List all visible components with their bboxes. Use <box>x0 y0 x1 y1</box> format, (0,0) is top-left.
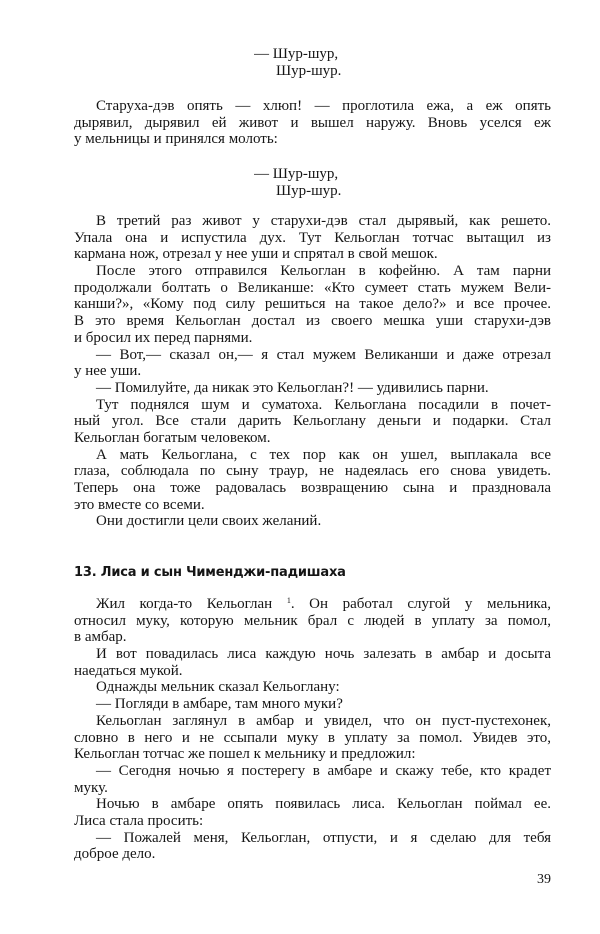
paragraph <box>74 447 551 514</box>
page-number: 39 <box>537 872 551 887</box>
verse-1 <box>74 46 600 79</box>
paragraph <box>74 713 551 763</box>
text-line: Теперь она тоже радовалась возвращению сына и праздновала <box>74 480 551 496</box>
text-line: Упала она и испустила дух. Тут Кельоглан тотчас вытащил из <box>74 229 551 246</box>
paragraph <box>74 347 551 380</box>
text-line: муку. <box>74 779 108 796</box>
text-line: — Помилуйте, да никак это Кельоглан?! — удивились парни. <box>96 379 489 396</box>
text-fragment: Жил когда-то Кельоглан <box>96 596 273 612</box>
text-line: А мать Кельоглана, с тех пор как он ушел, выплакала все <box>96 446 551 463</box>
story-start-body <box>74 613 551 863</box>
verse-line: — Шур-шур, <box>254 166 339 182</box>
paragraph <box>74 613 551 646</box>
paragraph <box>74 696 551 713</box>
text-line: И вот повадилась лиса каждую ночь залезать в амбар и досыта <box>96 646 551 663</box>
text-line: — Погляди в амбаре, там много муки? <box>96 696 343 713</box>
text-line: В это время Кельоглан достал из своего мешка уши старухи-дэв <box>74 313 551 330</box>
text-line: глаза, соблюдала по сыну траур, не надеялась его снова увидеть. <box>74 463 551 480</box>
text-line: Однажды мельник сказал Кельоглану: <box>96 679 340 696</box>
text-line: — Сегодня ночью я постерегу в амбаре и скажу тебе, кто крадет <box>96 762 551 779</box>
text-line: После этого отправился Кельоглан в кофейню. А там парни <box>96 263 551 280</box>
text-line: Ночью в амбаре опять появилась лиса. Кельоглан поймал ее. <box>96 796 551 813</box>
text-line: в амбар. <box>74 629 127 646</box>
story-end <box>74 213 551 530</box>
paragraph <box>74 213 551 263</box>
story-start <box>74 596 551 863</box>
paragraph <box>74 263 551 346</box>
text-line: Кельоглан заглянул в амбар и увидел, что он пуст-пустехонек, <box>96 712 551 729</box>
text-line: — Пожалей меня, Кельоглан, отпусти, и я сделаю для тебя <box>96 829 551 846</box>
paragraph <box>74 98 551 148</box>
text-line: у нее уши. <box>74 363 142 380</box>
paragraph <box>74 397 551 447</box>
paragraph <box>74 513 551 530</box>
text-line: это вместе со всеми. <box>74 496 205 513</box>
text-line: Кельоглан тотчас же пошел к мельнику и предложил: <box>74 746 416 763</box>
footnote-marker: 1 <box>286 596 291 605</box>
text-line: Тут поднялся шум и суматоха. Кельоглана посадили в почет- <box>96 396 551 413</box>
text-line: продолжали болтать о Великанше: «Кто сумеет стать мужем Вели- <box>74 279 551 296</box>
text-line: — Вот,— сказал он,— я стал мужем Великанши и даже отрезал <box>96 346 551 363</box>
text-line: В третий раз живот у старухи-дэв стал дырявый, как решето. <box>96 213 551 229</box>
text-line: и бросил их перед парнями. <box>74 329 253 346</box>
text-line: относил муку, которую мельник брал с людей в уплату за помол, <box>74 612 551 629</box>
text-line: дырявил, дырявил ей живот и вышел наружу. Вновь уселся еж <box>74 114 551 131</box>
paragraph <box>74 679 551 696</box>
paragraph <box>74 646 551 679</box>
text-line: кармана нож, отрезал у нее уши и спрятал в свой мешок. <box>74 246 438 263</box>
chapter-heading: 13. Лиса и сын Чименджи-падишаха <box>74 565 346 580</box>
text-line: у мельницы и принялся молоть: <box>74 131 278 148</box>
text-line: Лиса стала просить: <box>74 812 204 829</box>
paragraph <box>74 763 551 796</box>
text-line: ный угол. Все стали дарить Кельоглану деньги и подарки. Стал <box>74 413 551 430</box>
verse-2 <box>74 166 600 199</box>
text-line <box>74 596 551 613</box>
text-line: наедаться мукой. <box>74 662 183 679</box>
paragraph <box>74 830 551 863</box>
text-fragment: . Он работал слугой у мельника, <box>290 596 551 612</box>
text-line: Они достигли цели своих желаний. <box>96 513 322 530</box>
text-line: доброе дело. <box>74 846 156 863</box>
verse-line: — Шур-шур, <box>254 46 339 62</box>
paragraph <box>74 796 551 829</box>
verse-line: Шур-шур. <box>276 62 342 79</box>
text-line: Кельоглан богатым человеком. <box>74 429 271 446</box>
verse-line: Шур-шур. <box>276 182 342 199</box>
text-line: Старуха-дэв опять — хлюп! — проглотила ежа, а еж опять <box>96 98 551 114</box>
paragraph <box>74 380 551 397</box>
text-line: словно в него и не ссыпали муку в уплату за помол. Увидев это, <box>74 729 551 746</box>
text-line: канши?», «Кому под силу решиться на такое дело?» и все прочее. <box>74 296 551 313</box>
